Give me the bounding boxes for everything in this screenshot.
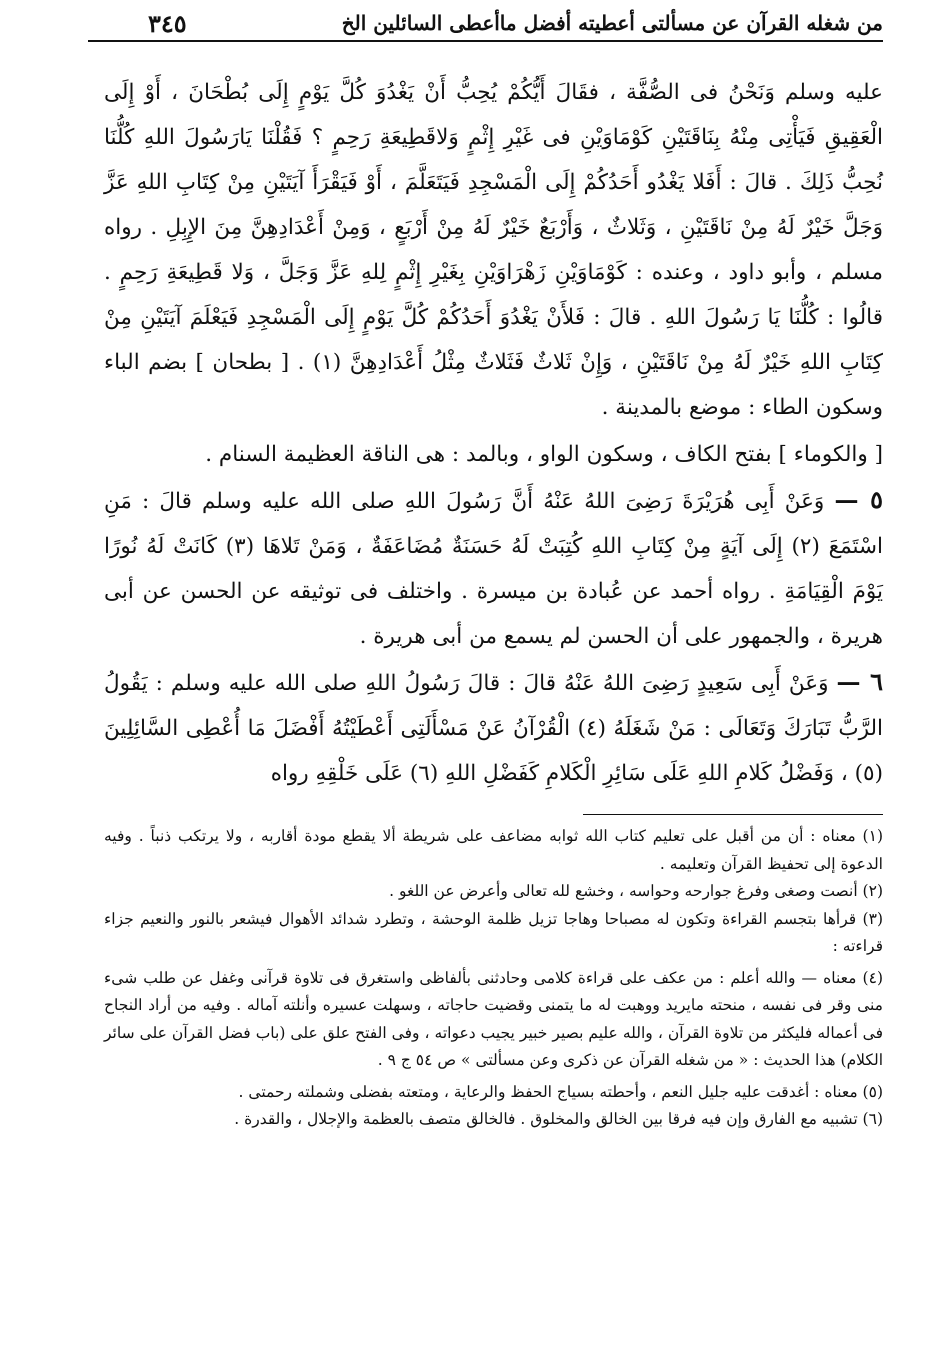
hadith-6-text: وَعَنْ أَبِى سَعِيدٍ رَضِىَ اللهُ عَنْهُ قالَ : قالَ رَسُولُ اللهِ صلى الله عليه وسلم : يَقُولُ الرَّبُّ تَبَارَكَ وَتَعَالَى : مَنْ شَغَلَهُ (٤) الْقُرْآنُ عَنْ مَسْأَلَتِى أَعْطَيْتُهُ أَفْضَلَ مَا أُعْطِى السَّائِلِينَ (٥) ، وَفَضْلُ كَلامِ اللهِ عَلَى سَائِرِ الْكَلامِ كَفَضْلِ اللهِ (٦) عَلَى خَلْقِهِ رواه (104, 671, 883, 786)
footnote-rule (583, 814, 883, 815)
definition-note: [ والكوماء ] بفتح الكاف ، وسكون الواو ، وبالمد : هى الناقة العظيمة السنام . (205, 442, 883, 467)
hadith-continuation: عليه وسلم وَنَحْنُ فى الصُّفَّة ، فقَالَ أَيُّكُمْ يُحِبُّ أَنْ يَغْدُوَ كُلَّ يَوْمٍ إِلَى بُطْحَانَ ، أَوْ إِلَى الْعَقِيقِ فَيَأْتِى مِنْهُ بِنَاقَتَيْنِ كَوْمَاوَيْنِ فى غَيْرِ إِثْمٍ وَلاقَطِيعَةِ رَحِمٍ ؟ فَقُلْنَا يَارَسُولَ اللهِ كُلُّنَا نُحِبُّ ذَلِكَ . قالَ : أَفَلا يَغْدُو أَحَدُكُمْ إِلَى الْمَسْجِدِ فَيَتَعَلَّمَ ، أَوْ فَيَقْرَأَ آيَتَيْنِ مِنْ كِتَابِ اللهِ عَزَّ وَجَلَّ خَيْرٌ لَهُ مِنْ نَاقَتَيْنِ ، وَثَلاثٌ ، وَأَرْبَعٌ خَيْرٌ لَهُ مِنْ أَرْبَعٍ ، وَمِنْ أَعْدَادِهِنَّ مِنَ الإِبِلِ . رواه مسلم ، وأبو داود ، وعنده : كَوْمَاوَيْنِ زَهْرَاوَيْنِ بِغَيْرِ إِثْمٍ لِلهِ عَزَّ وَجَلَّ ، وَلا قَطِيعَةِ رَحِمٍ . قالُوا : كُلُّنَا يَا رَسُولَ اللهِ . قالَ : فَلأَنْ يَغْدُوَ أَحَدُكُمْ كُلَّ يَوْمٍ إِلَى الْمَسْجِدِ فَيَعْلَمَ آيَتَيْنِ مِنْ كِتَابِ اللهِ خَيْرٌ لَهُ مِنْ نَاقَتَيْنِ ، وَإِنْ ثَلاثٌ فَثَلاثٌ مِثْلُ أَعْدَادِهِنَّ (١) . [ بطحان ] بضم الباء وسكون الطاء : موضع بالمدينة . (104, 80, 884, 420)
footnote-1: (١) معناه : أن من أقبل على تعليم كتاب الله ثوابه مضاعف على شريطة ألا يقطع مودة أقاربه ، ولا يرتكب ذنباً . وفيه الدعوة إلى تحفيظ القرآن وتعليمه . (104, 827, 883, 873)
main-text (104, 70, 883, 796)
hadith-5 (104, 477, 883, 659)
hadith-5-number: ٥ — (834, 485, 883, 514)
footnote-2: (٢) أنصت وصغى وفرغ جوارحه وحواسه ، وخشع لله تعالى وأعرض عن اللغو . (389, 882, 883, 900)
footnote-6: (٦) تشبيه مع الفارق وإن فيه فرقا بين الخالق والمخلوق . فالخالق متصف بالعظمة والإجلال ، والقدرة . (234, 1110, 883, 1128)
hadith-5-text: وَعَنْ أَبِى هُرَيْرَةَ رَضِىَ اللهُ عَنْهُ أَنَّ رَسُولَ اللهِ صلى الله عليه وسلم قالَ : مَنِ اسْتَمَعَ (٢) إِلَى آيَةٍ مِنْ كِتَابِ اللهِ كُتِبَتْ لَهُ حَسَنَةٌ مُضَاعَفَةٌ ، وَمَنْ تَلاهَا (٣) كَانَتْ لَهُ نُورًا يَوْمَ الْقِيَامَةِ . رواه أحمد عن عُبادة بن ميسرة . واختلف فى توثيقه عن الحسن عن أبى هريرة ، والجمهور على أن الحسن لم يسمع من أبى هريرة . (104, 489, 884, 649)
hadith-6 (104, 659, 883, 796)
footnote-5: (٥) معناه : أغدقت عليه جليل النعم ، وأحطته بسياج الحفظ والرعاية ، ومتعته بفضلى وشملته رحمتى . (238, 1082, 883, 1101)
page-number: ٣٤٥ (148, 8, 187, 38)
running-header (88, 6, 883, 42)
footnote-4: (٤) معناه — والله أعلم : من عكف على قراءة كلامى وحادثنى بألفاظى واستغرق فى تلاوة قرآنى وغفل عن طلب شىء منى وقر فى نفسه ، منحته مايريد ووهبت له ما يتمنى وقضيت حاجاته ، وسهلت عسيره وأنلته آماله . وفيه من أراد النجاح فى أعماله فليكثر من تلاوة القرآن ، والله عليم بصير خبير يجيب دعواته ، وفى الفتح علق على (باب فضل القرآن على سائر الكلام) هذا الحديث : « من شغله القرآن عن ذكرى وعن مسألتى » ص ٥٤ ج ٩ . (104, 968, 883, 1069)
footnotes (104, 823, 883, 1134)
footnote-3: (٣) قرأها بتجسم القراءة وتكون له مصباحا وهاجا تزيل ظلمة الوحشة ، وتطرد شدائد الأهوال فيشعر بالنور والنعيم جزاء قراءته : (104, 909, 883, 955)
running-title: من شغله القرآن عن مسألتى أعطيته أفضل ماأعطى السائلين الخ (341, 11, 883, 35)
hadith-6-number: ٦ — (836, 667, 883, 696)
